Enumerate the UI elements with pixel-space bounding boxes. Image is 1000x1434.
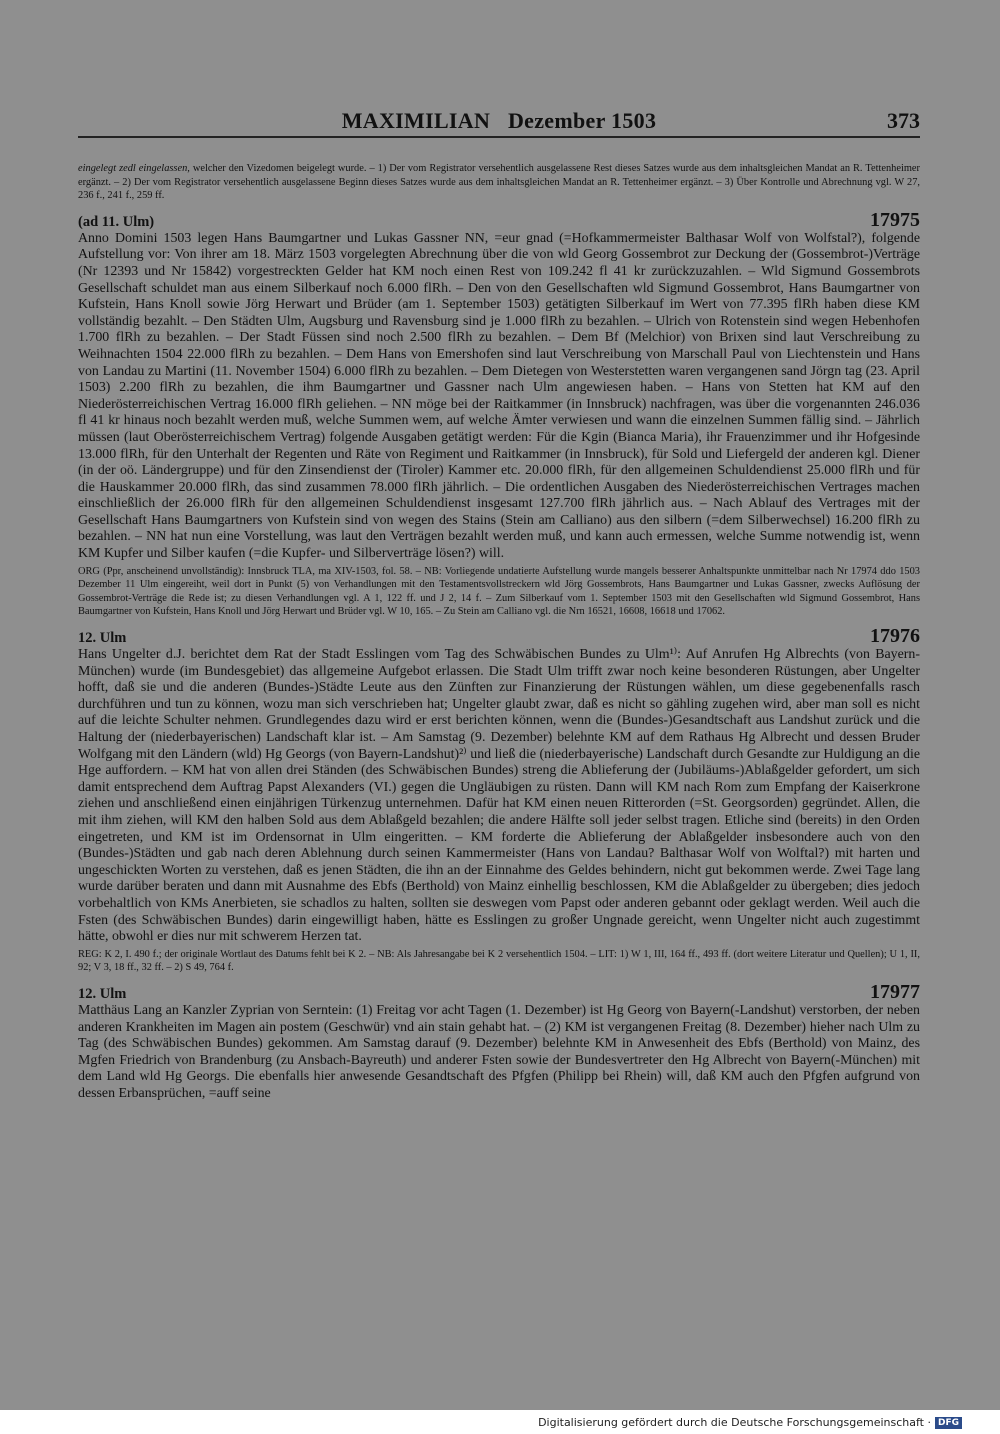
top-footnote-text: welcher den Vizedomen beigelegt wurde. – 1) Der vom Registrator versehentlich ausgelassene Rest dieses Satzes wurde aus dem inhaltsgleichen Mandat an R. Tettenheimer ergänzt. – 2) Der vom Registrator versehentlich ausgelassene Beginn dieses Satzes wurde aus dem inhaltsgleichen Mandat an R. Tettenheimer ergänzt. – 3) Über Kontrolle und Abrechnung vgl. W 27, 236 f., 241 f., 259 ff.	[78, 163, 920, 202]
document-sources: ORG (Ppr, anscheinend unvollständig): Innsbruck TLA, ma XIV-1503, fol. 58. – NB: Vorliegende undatierte Aufstellung wurde mangels besserer Anhaltspunkte unmittelbar nach Nr 17974 ddo 1503 Dezember 11 Ulm eingereiht, weil dort in Punkt (5) von Verhandlungen mit den Testamentsvollstreckern wld Jörg Gossembrots, Hans Baumgartner und Lukas Gassner, zwecks Auflösung der Gossembrot-Verträge die Rede ist; zu diesen Verhandlungen vgl. A 1, 122 ff. und J 2, 14 f. – Zum Silberkauf vom 1. September 1503 mit den Gesellschaften wld Sigmund Gossembrot, Hans Baumgartner von Kufstein, Hans Knoll und Jörg Herwart und Brüder vgl. W 10, 165. – Zu Stein am Calliano vgl. die Nrn 16521, 16608, 16618 und 17062.	[78, 565, 920, 618]
document-heading	[78, 625, 920, 647]
document-number: 17977	[870, 980, 920, 1003]
document-heading	[78, 981, 920, 1003]
document-body: Hans Ungelter d.J. berichtet dem Rat der Stadt Esslingen vom Tag des Schwäbischen Bundes zu Ulm¹⁾: Auf Anrufen Hg Albrechts (von Bayern-München) wurde (im Bundesgebiet) das allgemeine Aufgebot erlassen. Die Stadt Ulm trifft zwar noch keine besonderen Rüstungen, aber Ungelter hofft, daß sie und die anderen (Bundes-)Städte Leute aus den Zünften zur Finanzierung der Rüstungen wählen, um diese gegebenenfalls rasch durchführen und tun zu können, wozu man sich verschrieben hat; Ungelter glaubt zwar, daß es nicht so gähling zugehen wird, aber man soll es nicht auf die leichte Schulter nehmen. Grundlegendes dazu wird er erst berichten können, wenn die (Bundes-)Gesandtschaft aus Landshut zurück und die Haltung der (niederbayerischen) Landschaft klar ist. – Am Samstag (9. Dezember) belehnte KM auf dem Rathaus Hg Albrecht und dessen Bruder Wolfgang mit den Ländern (wld) Hg Georgs (von Bayern-Landshut)²⁾ und ließ die (niederbayerische) Landschaft durch Gesandte zur Huldigung an die Hge auffordern. – KM hat von allen drei Ständen (des Schwäbischen Bundes) streng die Ablieferung der (Jubiläums-)Ablaßgelder gefordert, um sich damit entsprechend dem Auftrag Papst Alexanders (VI.) gegen die Ungläubigen zu rüsten. Dann will KM nach Rom zum Empfang der Kaiserkrone ziehen und anschließend einen einjährigen Türkenzug unternehmen. Dafür hat KM einen neuen Ritterorden (=St. Georgsorden) gegründet. Allen, die mit ihm ziehen, will KM den halben Sold aus dem Ablaßgeld bezahlen; die andere Hälfte soll jeder selbst tragen. Etliche sind (bereits) in den Orden eingetreten, und KM ist im Ordensornat in Ulm eingeritten. – KM forderte die Ablieferung der Ablaßgelder insbesondere auch von den (Bundes-)Städten und gab nach deren Ablehnung durch seinen Kammermeister (Hans von Landau? Balthasar Wolf von Wolftal?) mit harten und ungeschickten Worten zu verstehen, daß es jenen Städten, die ihn an der Einnahme des Geldes behindern, nicht gut bekommen werde. Zwei Tage lang wurde darüber beraten und dann mit Ausnahme des Ebfs (Berthold) von Mainz einhellig beschlossen, KM die Ablaßgelder zu übergeben; dies jedoch vorbehaltlich von KMs Anerbieten, sie schadlos zu halten, sollten sie deswegen vom Papst oder anderen gebannt oder geklagt werden. Weil auch die Fsten (des Schwäbischen Bundes) darin eingewilligt haben, hätte es Esslingen zu großer Ungnade gereicht, wenn Ungelter nicht auch zugestimmt hätte, obwohl er dies nur mit schwerem Herzen tat.	[78, 647, 920, 945]
running-title-date: Dezember 1503	[507, 108, 657, 133]
document-number: 17975	[870, 208, 920, 231]
document-number: 17976	[870, 625, 920, 648]
document-heading	[78, 209, 920, 231]
page-content	[78, 162, 920, 1102]
digitization-footer	[538, 1416, 962, 1429]
running-title-ruler: MAXIMILIAN	[341, 108, 491, 133]
page-number: 373	[887, 108, 920, 133]
running-title	[78, 108, 920, 134]
document-place-date: 12. Ulm	[78, 985, 127, 1002]
document-body: Matthäus Lang an Kanzler Zyprian von Serntein: (1) Freitag vor acht Tagen (1. Dezember) ist Hg Georg von Bayern(-Landshut) verstorben, der neben anderen Krankheiten im Magen ain postem (Geschwür) vnd ain stain gehabt hat. – (2) KM ist vergangenen Freitag (8. Dezember) hieher nach Ulm zu Tag (des Schwäbischen Bundes) gekommen. Am Samstag darauf (9. Dezember) belehnte KM in Anwesenheit des Ebfs (Berthold) von Mainz, des Mgfen Friedrich von Brandenburg (zu Ansbach-Bayreuth) und anderer Fsten sowie der Bundesvertreter den Hg Albrecht von Bayern(-München) mit dem Land wld Hg Georgs. Die ebenfalls hier anwesende Gesandtschaft des Pfgfen (Philipp bei Rhein) will, daß KM auch den Pfgfen aufgrund von dessen Erbansprüchen, =auff seine	[78, 1002, 920, 1101]
top-footnote	[78, 162, 920, 203]
document-place-date: 12. Ulm	[78, 630, 127, 647]
top-footnote-italic: eingelegt zedl eingelassen,	[78, 163, 190, 174]
footer-text: Digitalisierung gefördert durch die Deutsche Forschungsgemeinschaft ·	[538, 1416, 931, 1429]
document-sources: REG: K 2, I. 490 f.; der originale Wortlaut des Datums fehlt bei K 2. – NB: Als Jahresangabe bei K 2 versehentlich 1504. – LIT: 1) W 1, III, 164 ff., 493 ff. (dort weitere Literatur und Quellen); U 1, II, 92; V 3, 18 ff., 32 ff. – 2) S 49, 764 f.	[78, 948, 920, 974]
header-rule	[78, 136, 920, 138]
dfg-logo: DFG	[935, 1417, 962, 1429]
page-header	[78, 106, 920, 136]
document-place-date: (ad 11. Ulm)	[78, 213, 155, 230]
document-body: Anno Domini 1503 legen Hans Baumgartner und Lukas Gassner NN, =eur gnad (=Hofkammermeister Balthasar Wolf von Wolfstal?), folgende Aufstellung vor: Von ihrer am 18. März 1503 vorgelegten Abrechnung über die von wld Georg Gossembrot zur Deckung der (Gossembrot-)Verträge (Nr 12393 und Nr 15842) vorgestreckten Gelder hat KM noch einen Rest von 109.242 fl 41 kr zurückzuzahlen. – Wld Sigmund Gossembrots Gesellschaft schuldet man aus einem Silberkauf noch 6.000 flRh. – Den von den Gesellschaften wld Sigmund Gossembrot, Hans Baumgartner von Kufstein, Hans Knoll sowie Jörg Herwart und Brüder (am 1. September 1503) getätigten Silberkauf im Wert von 77.395 flRh haben diese KM vollständig bezahlt. – Den Städten Ulm, Augsburg und Ravensburg sind je 1.000 flRh zu bezahlen. – Ulrich von Rotenstein sind wegen Hebenhofen 1.700 flRh zu bezahlen. – Der Stadt Füssen sind noch 2.500 flRh zu bezahlen. – Dem Bf (Melchior) von Brixen sind laut Verschreibung zu Weihnachten 1504 22.000 flRh zu bezahlen. – Dem Hans von Emershofen sind laut Verschreibung von Marschall Paul von Liechtenstein und Hans von Landau zu Martini (11. November 1504) 6.000 flRh zu bezahlen. – Dem Dietegen von Westerstetten waren vergangenen sand Jörgn tag (23. April 1503) 2.200 flRh zu bezahlen, die ihm Baumgartner und Gassner nach Ulm angewiesen haben. – Hans von Stetten hat KM auf den Niederösterreichischen Vertrag 16.000 flRh geliehen. – NN möge bei der Raitkammer (in Innsbruck) nachfragen, was über die vorgenannten 246.036 fl 41 kr hinaus noch bezahlt werden muß, welche Summen wem, auf welche Ämter verwiesen und wann die einzelnen Summen fällig sind. – Jährlich müssen (laut Oberösterreichischem Vertrag) folgende Ausgaben getätigt werden: Für die Kgin (Bianca Maria), ihr Frauenzimmer und ihr Hofgesinde 13.000 flRh, für den Unterhalt der Regenten und Räte von Regiment und Raitkammer (in Innsbruck), für Sold und Liefergeld der anderen kgl. Diener (in der oö. Ländergruppe) und für den Zinsendienst der (Tiroler) Kammer etc. 20.000 flRh, für den allgemeinen Schuldendienst 25.000 flRh und für die Hauskammer 20.000 flRh, das sind zusammen 78.000 flRh jährlich. – Die ordentlichen Ausgaben des Niederösterreichischen Vertrages machen einschließlich der 26.000 flRh für den allgemeinen Schuldendienst insgesamt 127.700 flRh jährlich aus. – Nach Ablauf des Vertrages mit der Gesellschaft Hans Baumgartners von Kufstein sind von wegen des Stains (Stein am Calliano) aus den silbern (=dem Silberwechsel) 16.200 flRh zu bezahlen. – NN hat nun eine Vorstellung, was laut den Verträgen bezahlt werden muß, und kann auch ermessen, welche Summe notwendig ist, wenn KM Kupfer und Silber kaufen (=die Kupfer- und Silberverträge lösen?) will.	[78, 230, 920, 562]
